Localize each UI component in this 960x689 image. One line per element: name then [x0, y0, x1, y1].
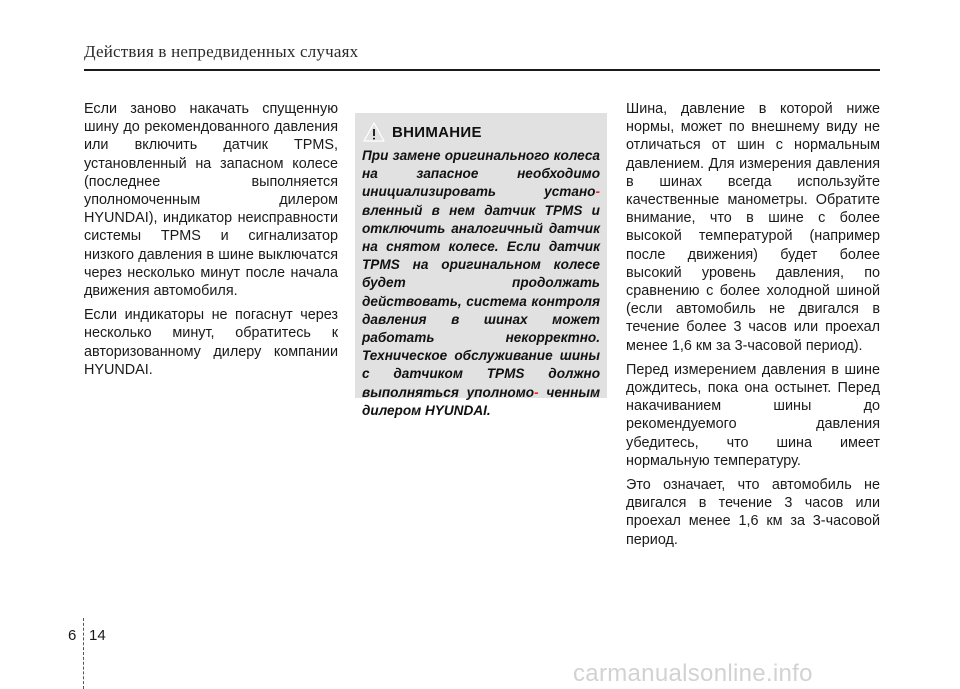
page-number: 14 [89, 627, 106, 644]
left-paragraph-2: Если индикаторы не погаснут через несколько минут, обратитесь к авторизованному дилеру компании HYUNDAI. [84, 307, 338, 378]
watermark-text: carmanualsonline.info [573, 660, 813, 687]
warning-text-part-2: вленный в нем датчик TPMS и отключить аналогичный датчик на снятом колесе. Если датчик TPMS на оригинальном колесе будет продолжать действовать, система контроля давления в шинах может работать некорректно. Техническое обслуживание шины с датчиком TPMS должно выполняться уполномо [362, 202, 600, 400]
warning-hyphen-1: - [595, 184, 600, 200]
page-header-title: Действия в непредвиденных случаях [84, 42, 359, 61]
chapter-number: 6 [68, 627, 77, 644]
warning-text-part-1: При замене оригинального колеса на запасное необходимо инициализировать устано [362, 148, 600, 200]
right-paragraph-2: Перед измерением давления в шине дождитесь, пока она остынет. Перед накачиванием шины до рекомендуемого давления убедитесь, что шина имеет нормальную температуру. [626, 361, 880, 469]
warning-box [355, 113, 607, 418]
page-number-divider [83, 618, 84, 689]
warning-text-part-3: ченным дилером HYUNDAI. [362, 384, 600, 418]
warning-text [362, 147, 600, 420]
right-paragraph-1: Шина, давление в которой ниже нормы, может по внешнему виду не отличаться от шин с нормальным давлением. Для измерения давления в шинах всегда используйте качественные манометры. Обратите внимание, что в шине с более высокой температурой (например после движения) будет более высокий уровень давления, по сравнению с более холодной шиной (если автомобиль не двигался в течение более 3 часов или проехал менее 1,6 км за 3-часовой период). [626, 101, 880, 354]
left-column [84, 100, 338, 385]
header-divider [84, 69, 880, 71]
warning-triangle-icon [362, 121, 386, 143]
warning-header [362, 121, 600, 143]
right-paragraph-3: Это означает, что автомобиль не двигался в течение 3 часов или проехал менее 1,6 км за 3-часовой период. [626, 477, 880, 548]
warning-title: ВНИМАНИЕ [392, 123, 482, 141]
right-column [626, 100, 880, 555]
left-paragraph-1: Если заново накачать спущенную шину до рекомендованного давления или включить датчик TPMS, установленный на запасном колесе (последнее выполняется уполномоченным дилером HYUNDAI), индикатор неисправности системы TPMS и сигнализатор низкого давления в шине выключатся через несколько минут после начала движения автомобиля. [84, 101, 338, 300]
warning-hyphen-2: - [534, 384, 539, 400]
